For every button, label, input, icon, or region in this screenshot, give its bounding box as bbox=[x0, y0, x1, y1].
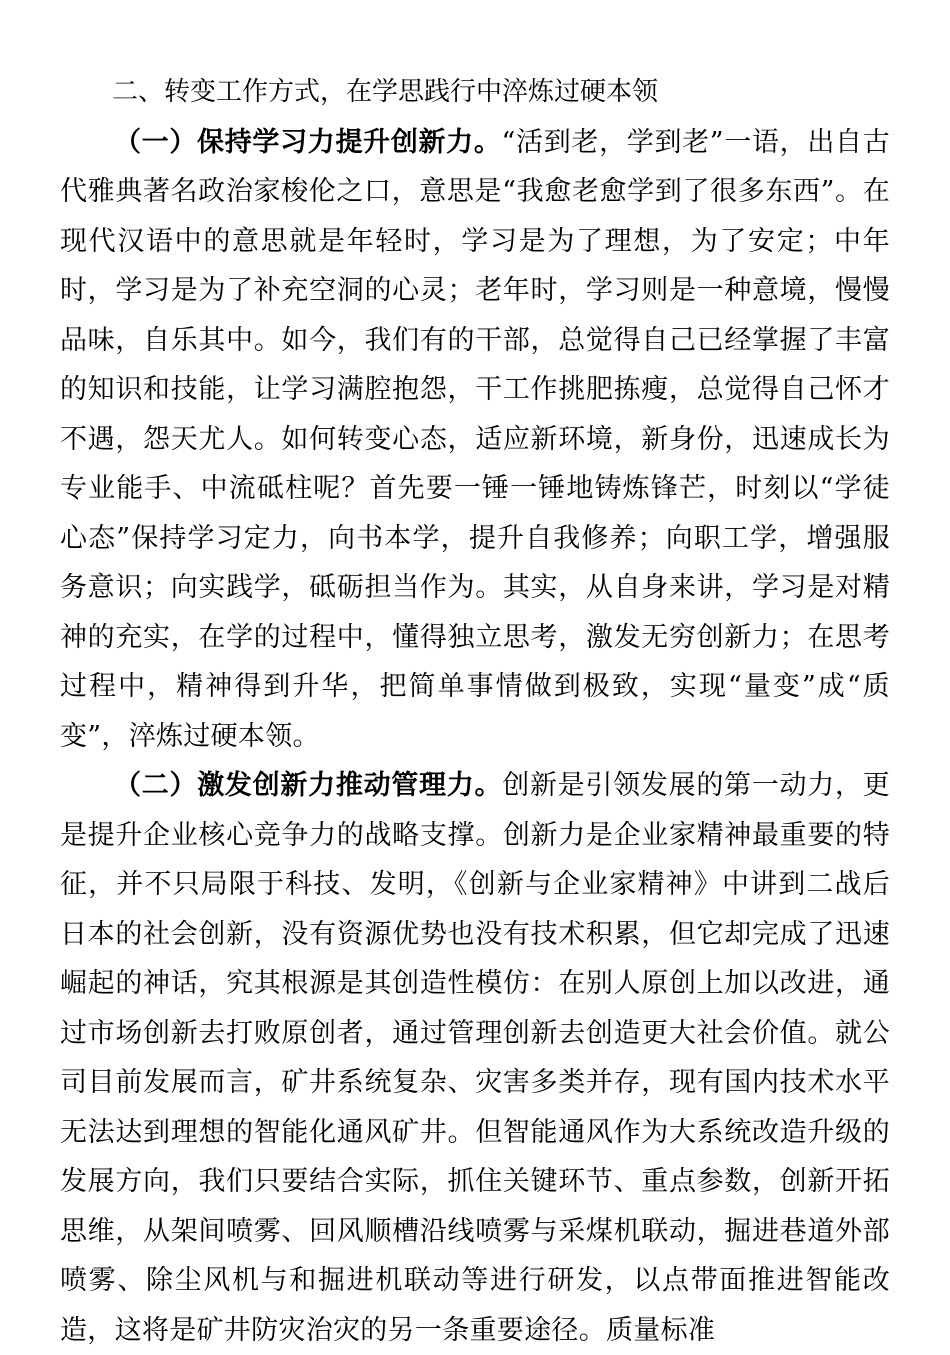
document-page bbox=[60, 68, 890, 1355]
paragraph-innovation bbox=[60, 761, 890, 1355]
paragraph-body: 创新是引领发展的第一动力，更是提升企业核心竞争力的战略支撑。创新力是企业家精神最重要的特征，并不只局限于科技、发明，《创新与企业家精神》中讲到二战后日本的社会创新，没有资源优势也没有技术积累，但它却完成了迅速崛起的神话，究其根源是其创造性模仿：在别人原创上加以改进，通过市场创新去打败原创者，通过管理创新去创造更大社会价值。就公司目前发展而言，矿井系统复杂、灾害多类并存，现有国内技术水平无法达到理想的智能化通风矿井。但智能通风作为大系统改造升级的发展方向，我们只要结合实际，抓住关键环节、重点参数，创新开拓思维，从架间喷雾、回风顺槽沿线喷雾与采煤机联动，掘进巷道外部喷雾、除尘风机与和掘进机联动等进行研发，以点带面推进智能改造，这将是矿井防灾治灾的另一条重要途径。质量标准 bbox=[60, 770, 891, 1346]
paragraph-body: “活到老，学到老”一语，出自古代雅典著名政治家梭伦之口，意思是“我愈老愈学到了很多东西”。在现代汉语中的意思就是年轻时，学习是为了理想，为了安定；中年时，学习是为了补充空洞的心灵；老年时，学习则是一种意境，慢慢品味，自乐其中。如今，我们有的干部，总觉得自己已经掌握了丰富的知识和技能，让学习满腔抱怨，干工作挑肥拣瘦，总觉得自己怀才不遇，怨天尤人。如何转变心态，适应新环境，新身份，迅速成长为专业能手、中流砥柱呢？首先要一锤一锤地铸炼锋芒，时刻以“学徒心态”保持学习定力，向书本学，提升自我修养；向职工学，增强服务意识；向实践学，砥砺担当作为。其实，从自身来讲，学习是对精神的充实，在学的过程中，懂得独立思考，激发无穷创新力；在思考过程中，精神得到升华，把简单事情做到极致，实现“量变”成“质变”，淬炼过硬本领。 bbox=[60, 126, 890, 752]
paragraph-lead: （二）激发创新力推动管理力。 bbox=[114, 770, 503, 801]
paragraph-lead: （一）保持学习力提升创新力。 bbox=[114, 126, 502, 158]
section-heading: 二、转变工作方式，在学思践行中淬炼过硬本领 bbox=[112, 77, 659, 107]
paragraph-learning bbox=[60, 118, 890, 762]
